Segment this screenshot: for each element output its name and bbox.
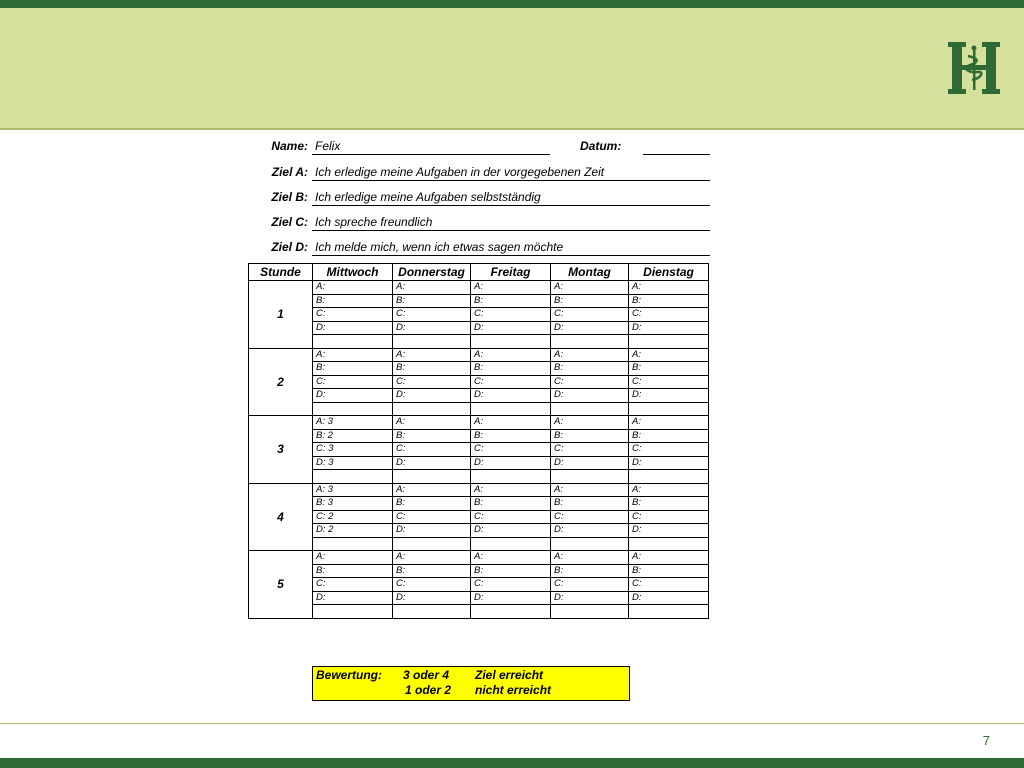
table-row [249, 281, 709, 295]
goal-score-cell[interactable]: D: [393, 389, 471, 403]
goal-score-cell[interactable]: B: [471, 497, 551, 511]
goal-score-cell[interactable]: D: [313, 389, 393, 403]
score-low: 1 oder 2 [405, 683, 452, 697]
goal-score-cell[interactable]: D: [551, 456, 629, 470]
goal-score-cell[interactable]: D: [393, 321, 471, 335]
goal-score-cell[interactable]: B: [471, 362, 551, 376]
goal-score-cell[interactable]: D: [393, 456, 471, 470]
table-header-row [249, 264, 709, 281]
goal-score-cell[interactable]: B: [551, 429, 629, 443]
table-row [249, 564, 709, 578]
goal-score-cell[interactable]: D: 3 [313, 456, 393, 470]
spacer-cell [313, 605, 393, 619]
goal-score-cell[interactable]: C: [393, 510, 471, 524]
goal-score-cell[interactable]: C: [629, 308, 709, 322]
goal-score-cell[interactable]: B: [393, 294, 471, 308]
score-high: 3 oder 4 [403, 668, 450, 682]
goal-score-cell[interactable]: C: [551, 375, 629, 389]
bewertung-box [312, 666, 630, 701]
schedule-table [248, 263, 709, 619]
goal-score-cell[interactable]: A: 3 [313, 416, 393, 430]
spacer-cell [629, 470, 709, 484]
spacer-cell [551, 605, 629, 619]
table-row [249, 483, 709, 497]
goal-score-cell[interactable]: D: [629, 591, 709, 605]
spacer-cell [393, 335, 471, 349]
table-row [249, 537, 709, 551]
table-row [249, 551, 709, 565]
goal-score-cell[interactable]: D: [551, 389, 629, 403]
goal-score-cell[interactable]: D: [393, 591, 471, 605]
goal-b-row [248, 187, 710, 207]
spacer-cell [551, 537, 629, 551]
spacer-cell [393, 537, 471, 551]
stunde-cell: 2 [249, 348, 313, 416]
goal-score-cell[interactable]: A: [551, 551, 629, 565]
table-row [249, 362, 709, 376]
table-row [249, 402, 709, 416]
goal-d-label: Ziel D: [271, 240, 308, 254]
goal-score-cell[interactable]: B: [629, 429, 709, 443]
goal-score-cell[interactable]: A: [629, 281, 709, 295]
table-row [249, 321, 709, 335]
spacer-cell [313, 537, 393, 551]
goal-score-cell[interactable]: D: [393, 524, 471, 538]
goal-b-field[interactable]: Ich erledige meine Aufgaben selbstständig [312, 190, 710, 206]
spacer-cell [629, 605, 709, 619]
goal-score-cell[interactable]: B: [471, 564, 551, 578]
goal-score-cell[interactable]: D: [471, 321, 551, 335]
goal-score-cell[interactable]: C: [313, 308, 393, 322]
spacer-cell [629, 335, 709, 349]
name-field[interactable]: Felix [312, 139, 550, 155]
spacer-cell [313, 335, 393, 349]
header-stunde: Stunde [249, 264, 313, 281]
goal-score-cell[interactable]: A: [393, 416, 471, 430]
goal-score-cell[interactable]: D: [551, 591, 629, 605]
table-row [249, 456, 709, 470]
goal-score-cell[interactable]: A: [551, 348, 629, 362]
goal-score-cell[interactable]: B: [313, 564, 393, 578]
goal-a-label: Ziel A: [271, 165, 308, 179]
goal-score-cell[interactable]: A: [471, 348, 551, 362]
goal-score-cell[interactable]: C: [629, 375, 709, 389]
table-row [249, 375, 709, 389]
goal-score-cell[interactable]: D: [629, 456, 709, 470]
table-row [249, 429, 709, 443]
goal-score-cell[interactable]: C: [551, 510, 629, 524]
goal-score-cell[interactable]: C: [393, 443, 471, 457]
goal-score-cell[interactable]: A: [551, 281, 629, 295]
goal-score-cell[interactable]: D: [629, 524, 709, 538]
goal-score-cell[interactable]: C: [471, 375, 551, 389]
goal-score-cell[interactable]: B: [393, 362, 471, 376]
spacer-cell [313, 470, 393, 484]
stunde-cell: 1 [249, 281, 313, 349]
header-donnerstag: Donnerstag [393, 264, 471, 281]
goal-score-cell[interactable]: C: [471, 578, 551, 592]
goal-score-cell[interactable]: B: [629, 294, 709, 308]
goal-score-cell[interactable]: C: [471, 443, 551, 457]
goal-score-cell[interactable]: A: [393, 483, 471, 497]
footer-line [0, 723, 1024, 724]
goal-score-cell[interactable]: C: 2 [313, 510, 393, 524]
table-row [249, 335, 709, 349]
goal-score-cell[interactable]: A: [551, 416, 629, 430]
goal-score-cell[interactable]: C: 3 [313, 443, 393, 457]
table-row [249, 389, 709, 403]
goal-score-cell[interactable]: A: [313, 348, 393, 362]
spacer-cell [393, 402, 471, 416]
result-high: Ziel erreicht [475, 668, 544, 682]
spacer-cell [313, 402, 393, 416]
goal-score-cell[interactable]: B: [313, 362, 393, 376]
goal-score-cell[interactable]: A: [471, 416, 551, 430]
table-row [249, 578, 709, 592]
goal-score-cell[interactable]: C: [393, 308, 471, 322]
goal-score-cell[interactable]: D: [313, 321, 393, 335]
goal-score-cell[interactable]: D: 2 [313, 524, 393, 538]
goal-score-cell[interactable]: C: [471, 308, 551, 322]
header-freitag: Freitag [471, 264, 551, 281]
spacer-cell [393, 470, 471, 484]
goal-score-cell[interactable]: B: [393, 429, 471, 443]
table-row [249, 510, 709, 524]
goal-d-row [248, 237, 710, 257]
spacer-cell [471, 402, 551, 416]
table-row [249, 294, 709, 308]
goal-score-cell[interactable]: B: 2 [313, 429, 393, 443]
goal-score-cell[interactable]: B: [629, 497, 709, 511]
goal-score-cell[interactable]: C: [551, 443, 629, 457]
goal-a-field[interactable]: Ich erledige meine Aufgaben in der vorgegebenen Zeit [312, 165, 710, 181]
name-label: Name: [271, 139, 308, 153]
goal-score-cell[interactable]: C: [393, 578, 471, 592]
goal-c-row [248, 212, 710, 232]
goal-score-cell[interactable]: A: [393, 348, 471, 362]
spacer-cell [551, 470, 629, 484]
goal-score-cell[interactable]: D: [471, 591, 551, 605]
goal-score-cell[interactable]: B: [393, 497, 471, 511]
spacer-cell [629, 402, 709, 416]
table-row [249, 470, 709, 484]
goal-score-cell[interactable]: A: [551, 483, 629, 497]
result-low: nicht erreicht [475, 683, 552, 697]
table-row [249, 605, 709, 619]
stunde-cell: 5 [249, 551, 313, 619]
spacer-cell [471, 537, 551, 551]
table-row [249, 443, 709, 457]
header-mittwoch: Mittwoch [313, 264, 393, 281]
goal-score-cell[interactable]: A: 3 [313, 483, 393, 497]
goal-score-cell[interactable]: D: [471, 456, 551, 470]
goal-score-cell[interactable]: D: [551, 321, 629, 335]
spacer-cell [471, 470, 551, 484]
spacer-cell [629, 537, 709, 551]
goal-score-cell[interactable]: C: [551, 578, 629, 592]
table-row [249, 497, 709, 511]
name-row [248, 136, 710, 156]
table-row [249, 348, 709, 362]
goal-score-cell[interactable]: A: [471, 281, 551, 295]
goal-score-cell[interactable]: B: [551, 294, 629, 308]
bewertung-label: Bewertung: [316, 668, 382, 682]
goal-score-cell[interactable]: A: [393, 281, 471, 295]
goal-score-cell[interactable]: A: [471, 483, 551, 497]
goal-score-cell[interactable]: A: [629, 551, 709, 565]
header-band [0, 8, 1024, 130]
goal-score-cell[interactable]: A: [471, 551, 551, 565]
goal-score-cell[interactable]: D: [551, 524, 629, 538]
goal-score-cell[interactable]: D: [471, 524, 551, 538]
header-dienstag: Dienstag [629, 264, 709, 281]
goal-score-cell[interactable]: D: [313, 591, 393, 605]
spacer-cell [393, 605, 471, 619]
goal-score-cell[interactable]: B: [313, 294, 393, 308]
goal-score-cell[interactable]: B: [471, 429, 551, 443]
caduceus-h-logo-icon [948, 38, 1000, 98]
spacer-cell [551, 402, 629, 416]
goal-b-label: Ziel B: [271, 190, 308, 204]
goal-score-cell[interactable]: B: [629, 564, 709, 578]
goal-score-cell[interactable]: B: 3 [313, 497, 393, 511]
goal-score-cell[interactable]: C: [471, 510, 551, 524]
goal-score-cell[interactable]: B: [551, 564, 629, 578]
stunde-cell: 4 [249, 483, 313, 551]
spacer-cell [551, 335, 629, 349]
goal-score-cell[interactable]: D: [471, 389, 551, 403]
goal-score-cell[interactable]: C: [393, 375, 471, 389]
goal-score-cell[interactable]: C: [629, 578, 709, 592]
goal-score-cell[interactable]: B: [551, 497, 629, 511]
goal-score-cell[interactable]: A: [393, 551, 471, 565]
spacer-cell [471, 605, 551, 619]
top-bar [0, 0, 1024, 8]
goal-score-cell[interactable]: D: [629, 321, 709, 335]
goal-score-cell[interactable]: A: [313, 551, 393, 565]
table-row [249, 524, 709, 538]
table-row [249, 591, 709, 605]
goal-d-field[interactable]: Ich melde mich, wenn ich etwas sagen möchte [312, 240, 710, 256]
goal-a-row [248, 162, 710, 182]
goal-score-cell[interactable]: A: [629, 348, 709, 362]
stunde-cell: 3 [249, 416, 313, 484]
goal-c-label: Ziel C: [271, 215, 308, 229]
goal-score-cell[interactable]: C: [313, 375, 393, 389]
goal-score-cell[interactable]: C: [551, 308, 629, 322]
table-row [249, 416, 709, 430]
page-number: 7 [982, 733, 990, 748]
datum-label: Datum: [580, 139, 622, 153]
goal-score-cell[interactable]: C: [313, 578, 393, 592]
goal-score-cell[interactable]: B: [551, 362, 629, 376]
spacer-cell [471, 335, 551, 349]
goal-score-cell[interactable]: D: [629, 389, 709, 403]
bottom-bar [0, 758, 1024, 768]
goal-score-cell[interactable]: B: [629, 362, 709, 376]
goal-score-cell[interactable]: C: [629, 443, 709, 457]
goal-score-cell[interactable]: A: [629, 416, 709, 430]
header-montag: Montag [551, 264, 629, 281]
goal-score-cell[interactable]: B: [393, 564, 471, 578]
table-row [249, 308, 709, 322]
goal-c-field[interactable]: Ich spreche freundlich [312, 215, 710, 231]
goal-score-cell[interactable]: A: [629, 483, 709, 497]
goal-score-cell[interactable]: A: [313, 281, 393, 295]
datum-field[interactable] [643, 139, 710, 155]
goal-score-cell[interactable]: C: [629, 510, 709, 524]
goal-score-cell[interactable]: B: [471, 294, 551, 308]
